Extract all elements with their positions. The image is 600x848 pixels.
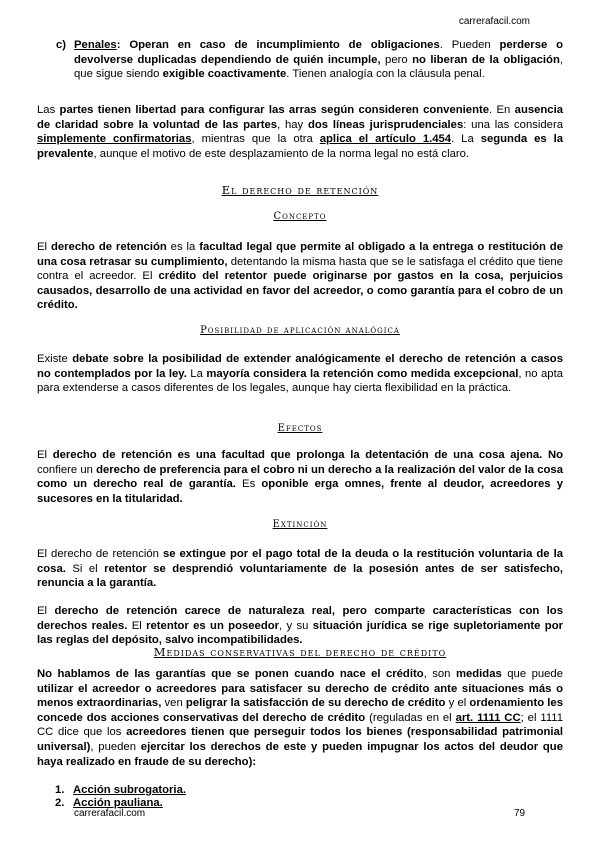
text-run: . En bbox=[489, 104, 515, 116]
text-run: No hablamos de las garantías que se ponen cuando nace el crédito bbox=[37, 668, 424, 680]
text-run: exigible coactivamente bbox=[162, 68, 287, 81]
text-run: ordenamiento les concede dos acciones conservativas del derecho de crédito bbox=[37, 697, 563, 724]
text-run: situación jurídica se rige supletoriamente por las reglas del depósito, salvo incompatibilidades. bbox=[37, 619, 563, 647]
list-label: Acción pauliana. bbox=[73, 797, 163, 809]
text-run: Es bbox=[235, 478, 262, 491]
text-run: art. 1111 CC bbox=[455, 711, 521, 724]
text-run: ejercitar los derechos de este y pueden impugnar los actos del deudor que haya realizado en fraude de su derecho): bbox=[37, 740, 563, 768]
heading-efectos: Efectos bbox=[277, 423, 323, 434]
list-label: Acción subrogatoria. bbox=[73, 784, 186, 796]
text-run: que puede bbox=[501, 668, 563, 680]
text-run: Si el bbox=[65, 562, 105, 575]
efectos-paragraph bbox=[37, 448, 563, 506]
text-run: El bbox=[37, 241, 51, 253]
text-run: medidas bbox=[455, 668, 502, 680]
heading-extincion: Extinción bbox=[272, 519, 328, 530]
medidas-paragraph bbox=[37, 667, 563, 769]
text-run: confiere un bbox=[37, 463, 97, 476]
text-run: simplemente confirmatorias bbox=[37, 133, 192, 146]
text-run: (reguladas en el bbox=[365, 711, 456, 724]
text-run: debate sobre la posibilidad de extender analógicamente el derecho de retención a casos no contemplados por la ley. bbox=[37, 353, 563, 380]
concepto-paragraph bbox=[37, 240, 563, 313]
text-run: El derecho de retención bbox=[37, 548, 163, 560]
text-run: , que sigue siendo bbox=[74, 53, 563, 81]
text-run: . La bbox=[451, 133, 481, 146]
text-run: , son bbox=[423, 668, 456, 680]
text-run: acreedores tienen que perseguir todos los bienes (responsabilidad patrimonial universal) bbox=[37, 726, 563, 753]
text-run: . Tienen analogía con la cláusula penal. bbox=[286, 68, 485, 81]
text-run: pero bbox=[380, 53, 413, 66]
text-run: : una las considera bbox=[463, 118, 564, 131]
text-run: El bbox=[37, 449, 53, 461]
penales-item bbox=[56, 38, 563, 82]
text-run: crédito del retentor puede originarse por gastos en la cosa, perjuicios causados, desarrollo de una actividad en favor del acreedor, o como garantía para el cobro de un crédito. bbox=[37, 270, 563, 312]
text-run: oponible erga omnes, frente al deudor, acreedores y sucesores en la titularidad. bbox=[37, 478, 563, 505]
text-run: no liberan de la obligación bbox=[412, 53, 560, 66]
text-run: mayoría considera la retención como medida excepcional bbox=[206, 367, 519, 380]
acciones-list bbox=[55, 784, 186, 810]
text-run: Existe bbox=[37, 353, 73, 365]
text-run: , mientras que la otra bbox=[191, 133, 320, 146]
header-site: carrerafacil.com bbox=[458, 16, 530, 27]
text-run: retentor se desprendió voluntariamente de la posesión antes de ser satisfecho, renuncia a la garantía. bbox=[37, 562, 563, 590]
text-run: detentando la misma hasta que se le satisfaga el crédito que tiene contra el acreedor. El bbox=[37, 255, 563, 283]
text-run: El bbox=[127, 619, 147, 632]
text-run: , no apta para extenderse a casos diferentes de los legales, aunque hay cierta flexibilidad en la práctica. bbox=[37, 367, 564, 395]
accion-subrogatoria-item bbox=[55, 784, 186, 797]
text-run: partes tienen libertad para configurar las arras según consideren conveniente bbox=[59, 104, 490, 116]
text-run: aplica el artículo 1.454 bbox=[319, 133, 452, 146]
list-number: 1. bbox=[55, 784, 65, 796]
text-run: retentor es un poseedor bbox=[146, 619, 280, 632]
text-run: Penales bbox=[74, 39, 117, 51]
posibilidad-paragraph bbox=[37, 352, 563, 396]
penales-text bbox=[74, 38, 563, 82]
text-run: : Operan en caso de incumplimiento de obligaciones bbox=[116, 39, 440, 51]
text-run: peligrar la satisfacción de su derecho de crédito bbox=[185, 697, 446, 710]
text-run: ; el 1111 CC dice que los bbox=[37, 711, 563, 739]
penales-label: c) bbox=[56, 39, 67, 51]
text-run: Las bbox=[37, 104, 60, 116]
text-run: , y su bbox=[279, 619, 313, 632]
text-run: , pueden bbox=[90, 740, 141, 753]
text-run: ausencia de claridad sobre la voluntad de las partes bbox=[37, 104, 564, 131]
text-run: dos líneas jurisprudenciales bbox=[308, 118, 464, 131]
text-run: derecho de retención es una facultad que prolonga la detentación de una cosa ajena. No bbox=[52, 449, 564, 461]
text-run: ven bbox=[161, 697, 186, 710]
heading-posibilidad: Posibilidad de aplicación analógica bbox=[200, 325, 400, 336]
text-run: segunda es la prevalente bbox=[37, 133, 564, 160]
naturaleza-paragraph bbox=[37, 604, 563, 648]
text-run: es la bbox=[166, 241, 200, 253]
footer-site: carrerafacil.com bbox=[74, 808, 146, 819]
text-run: La bbox=[186, 367, 207, 380]
text-run: El bbox=[37, 605, 55, 617]
text-run: utilizar el acreedor o acreedores para satisfacer su derecho de crédito ante situaciones más o menos extraordinarias, bbox=[37, 682, 563, 710]
text-run: derecho de preferencia para el cobro ni un derecho a la realización del valor de la cosa como un derecho real de garantía. bbox=[37, 463, 563, 491]
list-number: 2. bbox=[55, 797, 65, 809]
heading-concepto: Concepto bbox=[273, 211, 327, 222]
text-run: facultad legal que permite al obligado a la entrega o restitución de una cosa retrasar su cumplimiento, bbox=[37, 241, 563, 268]
heading-derecho-retencion: El derecho de retención bbox=[221, 183, 379, 197]
text-run: y el bbox=[445, 697, 470, 710]
heading-medidas: Medidas conservativas del derecho de crédito bbox=[153, 645, 447, 659]
text-run: derecho de retención carece de naturaleza real, pero comparte características con los derechos reales. bbox=[37, 605, 563, 632]
text-run: perderse o devolverse duplicadas dependiendo de quién incumple, bbox=[74, 39, 563, 66]
text-run: se extingue por el pago total de la deuda o la restitución voluntaria de la cosa. bbox=[37, 548, 563, 575]
text-run: , hay bbox=[277, 118, 308, 131]
arras-paragraph bbox=[37, 103, 563, 161]
text-run: , aunque el motivo de este desplazamiento de la norma legal no está claro. bbox=[93, 147, 470, 160]
text-run: . Pueden bbox=[439, 39, 500, 51]
text-run: derecho de retención bbox=[50, 241, 167, 253]
extincion-paragraph bbox=[37, 547, 563, 591]
page-number: 79 bbox=[514, 808, 526, 819]
